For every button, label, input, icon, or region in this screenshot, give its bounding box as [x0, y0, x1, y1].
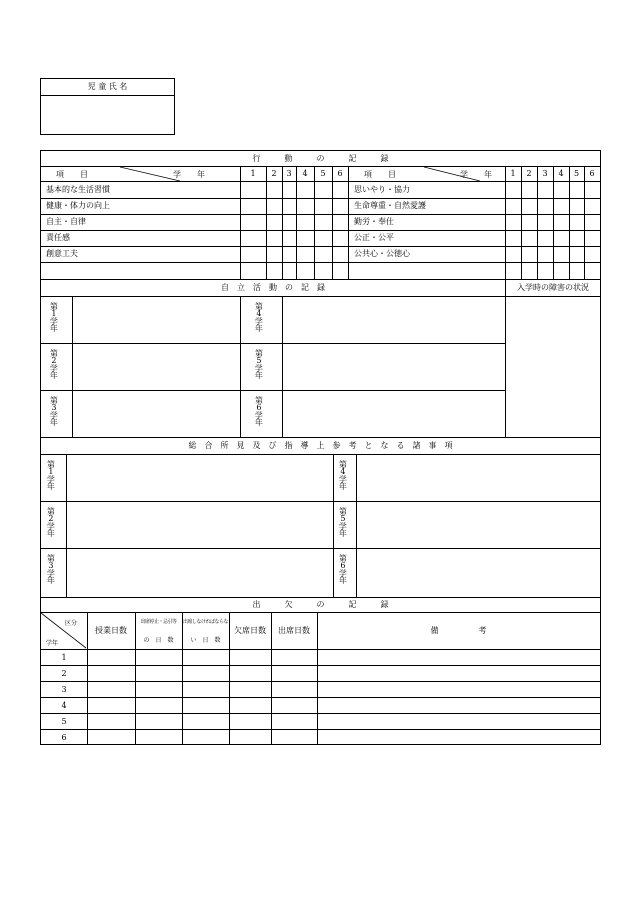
behavior-item-right-1: 思いやり・協力 — [354, 185, 410, 194]
findings-year-3: 第3学年 — [46, 554, 56, 583]
findings-year-4: 第4学年 — [338, 460, 348, 489]
attendance-row-4: 4 — [61, 700, 67, 710]
behavior-item-left-5: 創意工夫 — [46, 249, 78, 258]
attendance-corner-top: 区分 — [65, 620, 78, 627]
behavior-item-right-4: 公正・公平 — [354, 233, 394, 242]
findings-year-1: 第1学年 — [46, 460, 56, 489]
behavior-item-left-1: 基本的な生活習慣 — [46, 185, 110, 194]
grade-6-left: 6 — [337, 169, 343, 178]
student-name-label: 児 童 氏 名 — [41, 79, 174, 96]
attendance-row-3: 3 — [61, 684, 67, 694]
activities-year-6: 第6学年 — [254, 396, 264, 425]
behavior-item-right-2: 生命尊重・自然愛護 — [354, 201, 426, 210]
behavior-item-left-3: 自主・自律 — [46, 217, 86, 226]
behavior-item-left-4: 責任感 — [46, 233, 70, 242]
grade-1-right: 1 — [510, 169, 516, 178]
col-class-days: 授業日数 — [95, 626, 127, 635]
behavior-title: 行 動 の 記 録 — [252, 153, 389, 163]
student-name-field[interactable] — [41, 96, 174, 134]
header-diagonal-right — [424, 166, 480, 182]
col-remarks: 備 考 — [430, 626, 487, 635]
findings-year-6: 第6学年 — [338, 554, 348, 583]
attendance-row-5: 5 — [61, 716, 67, 726]
findings-title: 総 合 所 見 及 び 指 導 上 参 考 と な る 諸 事 項 — [188, 441, 453, 450]
col-suspension-days-line2: の 日 数 — [143, 637, 174, 644]
header-diagonal-left — [120, 166, 180, 182]
attendance-row-6: 6 — [61, 732, 67, 742]
attendance-title: 出 欠 の 記 録 — [252, 600, 389, 609]
behavior-item-header-right: 項 目 — [364, 170, 396, 179]
behavior-item-header-left: 項 目 — [56, 170, 88, 179]
attendance-corner-bottom: 学年 — [46, 640, 59, 647]
activities-year-1: 第1学年 — [49, 302, 59, 331]
grade-1-left: 1 — [250, 169, 256, 178]
grade-3-left: 3 — [286, 169, 292, 178]
activities-year-5: 第5学年 — [254, 349, 264, 378]
behavior-item-right-3: 勤労・奉仕 — [354, 217, 394, 226]
behavior-item-right-5: 公共心・公徳心 — [354, 249, 410, 258]
behavior-grade-header-right: 学 年 — [460, 170, 492, 179]
col-absent-days: 欠席日数 — [234, 626, 266, 635]
grade-5-left: 5 — [320, 169, 326, 178]
col-required-days-line2: い 日 数 — [190, 637, 221, 644]
student-name-box — [40, 78, 175, 135]
col-required-days-line1: 出席しなければならな — [182, 619, 228, 625]
disability-status-title: 入学時の障害の状況 — [517, 283, 589, 292]
attendance-row-1: 1 — [61, 652, 67, 662]
grade-4-right: 4 — [558, 169, 564, 178]
col-suspension-days-line1: 出席停止・忌引等 — [140, 619, 177, 625]
grade-3-right: 3 — [542, 169, 548, 178]
grade-2-right: 2 — [526, 169, 532, 178]
grade-6-right: 6 — [589, 169, 595, 178]
grade-4-left: 4 — [302, 169, 308, 178]
col-suspension-days — [135, 613, 182, 649]
attendance-row-2: 2 — [61, 668, 67, 678]
activities-year-3: 第3学年 — [49, 396, 59, 425]
findings-year-5: 第5学年 — [338, 507, 348, 536]
grade-2-left: 2 — [271, 169, 277, 178]
col-present-days: 出席日数 — [278, 626, 310, 635]
grade-5-right: 5 — [573, 169, 580, 178]
findings-year-2: 第2学年 — [46, 507, 56, 536]
behavior-grade-header-left: 学 年 — [173, 170, 205, 179]
col-required-days — [182, 613, 229, 649]
behavior-item-left-2: 健康・体力の向上 — [46, 201, 110, 210]
activities-year-2: 第2学年 — [49, 349, 59, 378]
activities-title: 自 立 活 動 の 記 録 — [221, 283, 325, 292]
activities-year-4: 第4学年 — [254, 302, 264, 331]
